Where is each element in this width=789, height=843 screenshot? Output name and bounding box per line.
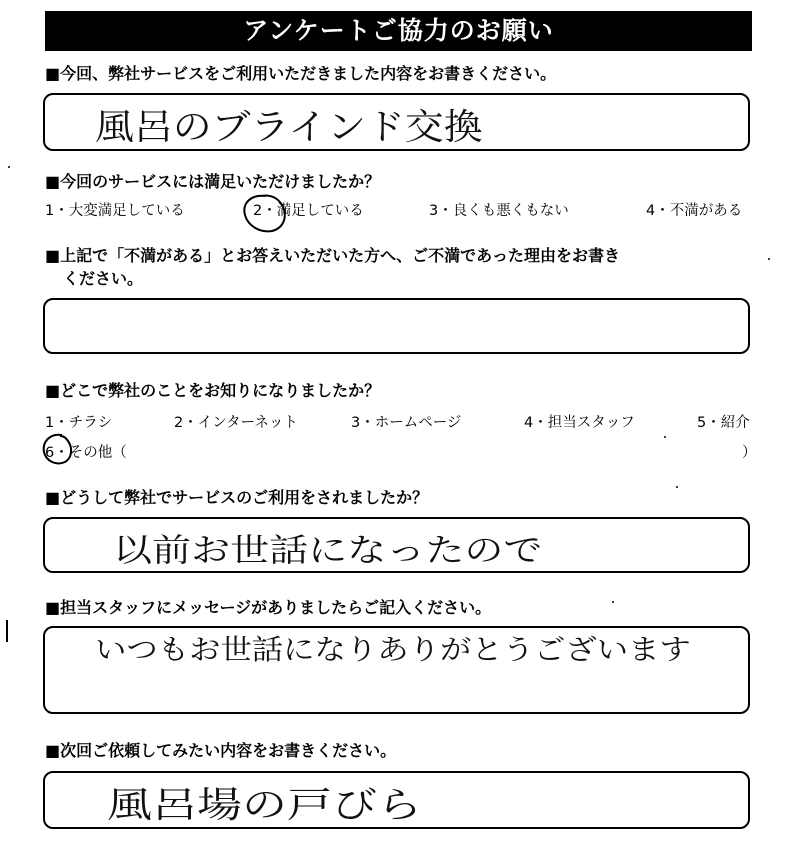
answer-box-1[interactable] — [43, 93, 750, 151]
answer-1-handwriting: 風呂のブラインド交換 — [95, 107, 483, 148]
scan-speck — [8, 166, 10, 168]
scan-mark — [6, 620, 8, 642]
scan-speck — [612, 601, 614, 603]
answer-box-7[interactable] — [43, 771, 750, 829]
q2-option-1[interactable]: 1・大変満足している — [45, 203, 185, 219]
question-6-label: ■担当スタッフにメッセージがありましたらご記入ください。 — [45, 598, 492, 617]
survey-title: アンケートご協力のお願い — [45, 11, 752, 51]
answer-box-6[interactable] — [43, 626, 750, 714]
answer-box-5[interactable] — [43, 517, 750, 573]
q4-option-2[interactable]: 2・インターネット — [174, 415, 298, 431]
question-1-label: ■今回、弊社サービスをご利用いただきました内容をお書きください。 — [45, 64, 557, 83]
answer-6-handwriting: いつもお世話になりありがとうございます — [95, 633, 691, 666]
q2-option-4[interactable]: 4・不満がある — [646, 203, 743, 219]
q4-option-4[interactable]: 4・担当スタッフ — [524, 415, 635, 431]
q4-selection-circle — [36, 430, 76, 470]
scan-speck — [768, 258, 770, 260]
q2-selection-circle — [236, 188, 296, 240]
question-4-label: ■どこで弊社のことをお知りになりましたか？ — [45, 381, 381, 400]
question-3-label-line1: ■上記で「不満がある」とお答えいただいた方へ、ご不満であった理由をお書き — [45, 246, 620, 265]
q4-option-1[interactable]: 1・チラシ — [45, 415, 113, 431]
scan-speck — [664, 436, 666, 438]
question-2-label: ■今回のサービスには満足いただけましたか？ — [45, 172, 381, 191]
question-3-label-line2: ください。 — [63, 269, 144, 288]
q2-option-2[interactable]: 2・満足している — [253, 203, 364, 219]
answer-5-handwriting: 以前お世話になったので — [113, 531, 543, 569]
question-5-label: ■どうして弊社でサービスのご利用をされましたか？ — [45, 488, 429, 507]
q4-option-5[interactable]: 5・紹介 — [697, 415, 750, 431]
answer-7-handwriting: 風呂場の戸びら — [107, 785, 423, 826]
q2-option-3[interactable]: 3・良くも悪くもない — [429, 203, 569, 219]
scan-speck — [676, 486, 678, 488]
q4-option-3[interactable]: 3・ホームページ — [351, 415, 462, 431]
q4-option-6[interactable]: 6・その他（ — [45, 445, 127, 461]
q4-option-6-close: ） — [742, 445, 757, 461]
question-7-label: ■次回ご依頼してみたい内容をお書きください。 — [45, 741, 397, 760]
answer-box-3[interactable] — [43, 298, 750, 354]
